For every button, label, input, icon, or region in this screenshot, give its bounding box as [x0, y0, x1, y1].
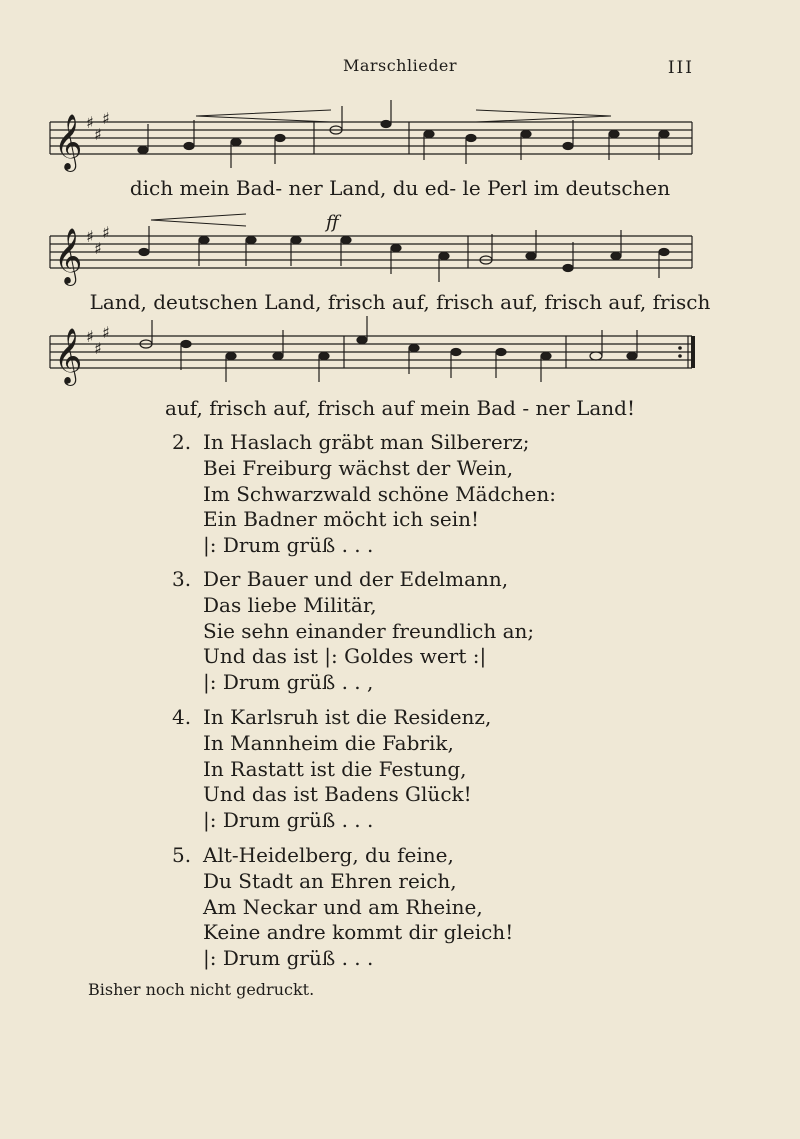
verse-number: 2.: [172, 430, 192, 454]
lyric-line-2: Land, deutschen Land, frisch auf, frisch auf, frisch auf, frisch: [89, 290, 711, 314]
verse-line: |: Drum grüß . . .: [203, 808, 374, 833]
music-staff-3: [46, 312, 696, 392]
key-signature-icon: [86, 323, 110, 358]
verse-line: Keine andre kommt dir gleich!: [203, 920, 514, 945]
verse-line: In Rastatt ist die Festung,: [203, 756, 467, 781]
verse-line: |: Drum grüß . . .: [203, 533, 374, 558]
treble-clef-icon: [54, 114, 82, 172]
verse-line: Am Neckar und am Rheine,: [203, 894, 483, 919]
key-signature-icon: [86, 109, 110, 144]
lyric-line-1: dich mein Bad- ner Land, du ed- le Perl im deutschen: [129, 176, 671, 200]
treble-clef-icon: 𝄞: [54, 228, 83, 284]
verse-line: Du Stadt an Ehren reich,: [203, 868, 457, 893]
svg-text:♯: ♯: [94, 339, 102, 358]
verse-line: Sie sehn einander freundlich an;: [203, 618, 535, 643]
svg-text:♯: ♯: [86, 113, 94, 132]
page-number: III: [667, 58, 694, 78]
notes: [138, 100, 669, 168]
verse-line: |: Drum grüß . . ,: [203, 670, 374, 695]
decrescendo-icon: [476, 110, 611, 122]
verse-line: Ein Badner möcht ich sein!: [203, 507, 480, 532]
verse-line: In Karlsruh ist die Residenz,: [203, 705, 492, 729]
svg-text:♯: ♯: [86, 227, 94, 246]
verse-4: [172, 705, 491, 834]
svg-text:♯: ♯: [102, 223, 110, 242]
verse-line: In Mannheim die Fabrik,: [203, 730, 454, 755]
verse-3: [172, 567, 534, 696]
running-head: Marschlieder: [342, 56, 458, 75]
svg-text:♯: ♯: [102, 323, 110, 342]
verse-number: 3.: [172, 567, 192, 591]
footnote: Bisher noch nicht gedruckt.: [88, 980, 315, 999]
key-signature-icon: [86, 223, 110, 258]
notes: [140, 316, 637, 382]
verse-line: Das liebe Militär,: [203, 592, 377, 617]
final-barline-icon: [691, 336, 695, 368]
verse-line: Alt-Heidelberg, du feine,: [203, 843, 454, 867]
notes: [139, 226, 669, 282]
music-staff-1: [46, 98, 696, 178]
svg-text:♯: ♯: [86, 327, 94, 346]
svg-text:𝄞: 𝄞: [54, 114, 83, 170]
verse-line: Und das ist Badens Glück!: [203, 782, 472, 807]
verse-line: Und das ist |: Goldes wert :|: [203, 644, 487, 669]
verse-2: [172, 430, 556, 559]
verse-5: [172, 843, 513, 972]
verse-line: Der Bauer und der Edelmann,: [203, 567, 509, 591]
verse-line: |: Drum grüß . . .: [203, 946, 374, 971]
verse-number: 5.: [172, 843, 192, 867]
verse-line: Im Schwarzwald schöne Mädchen:: [203, 481, 556, 506]
treble-clef-icon: 𝄞: [54, 328, 83, 384]
music-staff-2: [46, 212, 696, 292]
svg-text:♯: ♯: [94, 239, 102, 258]
svg-text:♯: ♯: [102, 109, 110, 128]
verse-line: Bei Freiburg wächst der Wein,: [203, 455, 514, 480]
svg-text:♯: ♯: [94, 125, 102, 144]
crescendo-icon: [196, 110, 331, 122]
crescendo-icon: [151, 214, 246, 226]
verse-line: In Haslach gräbt man Silbererz;: [203, 430, 530, 454]
dynamic-mark: ff: [326, 212, 339, 233]
verse-number: 4.: [172, 705, 192, 729]
lyric-line-3: auf, frisch auf, frisch auf mein Bad - ner Land!: [165, 396, 635, 420]
